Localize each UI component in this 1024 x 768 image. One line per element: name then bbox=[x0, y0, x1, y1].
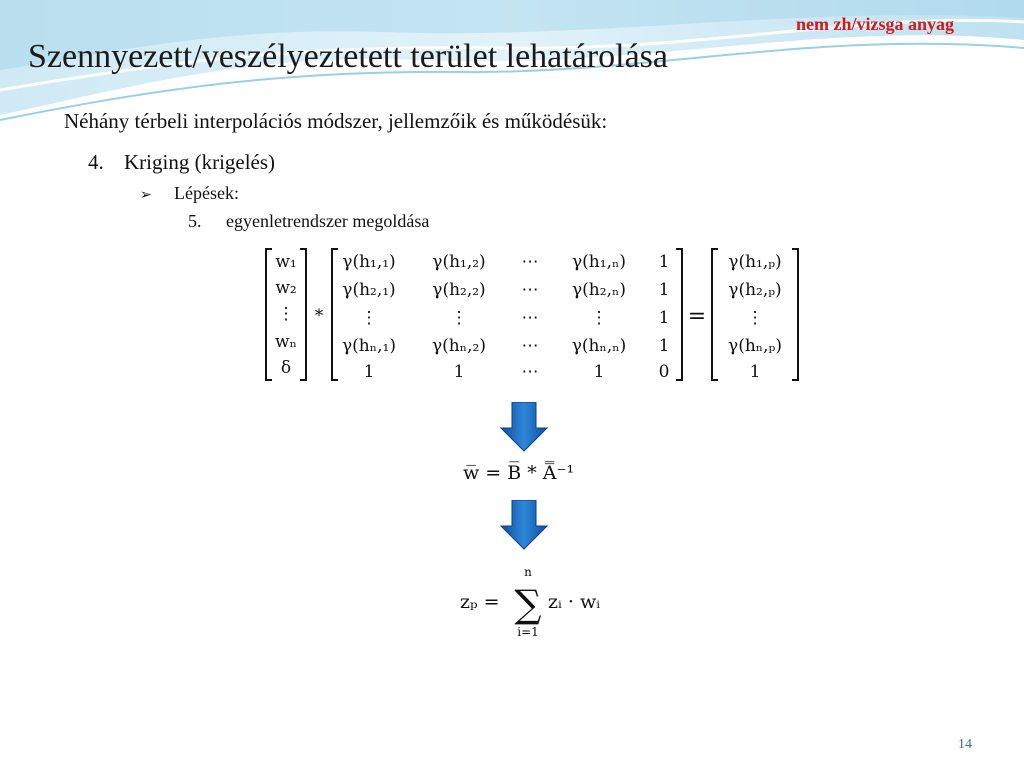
slide-title: Szennyezett/veszélyeztetett terület lehatárolása bbox=[28, 38, 668, 75]
down-arrow-icon bbox=[500, 500, 548, 550]
matrix-cell: γ(h₂,₁) bbox=[342, 280, 396, 300]
matrix-cell: 1 bbox=[453, 362, 465, 382]
step-item bbox=[188, 211, 429, 232]
matrix-cell: γ(hₙ,₁) bbox=[342, 336, 396, 356]
solution-equation: w̅ = B̅ * A̿⁻¹ bbox=[463, 462, 575, 484]
multiply-operator: * bbox=[314, 306, 324, 326]
matrix-cell: ⋮ bbox=[360, 308, 378, 328]
matrix-cell: 1 bbox=[658, 280, 670, 300]
rhs-vector-entry: γ(hₙ,ₚ) bbox=[728, 336, 782, 356]
w-vector-entry: ⋮ bbox=[277, 304, 295, 324]
matrix-cell: γ(h₁,₂) bbox=[432, 252, 486, 272]
matrix-cell: 0 bbox=[658, 362, 670, 382]
rhs-vector-entry: ⋮ bbox=[746, 308, 764, 328]
equals-operator: = bbox=[687, 304, 707, 329]
matrix-cell: γ(h₂,ₙ) bbox=[572, 280, 626, 300]
step-number: 5. bbox=[188, 211, 202, 231]
matrix-cell: ⋯ bbox=[521, 362, 539, 382]
matrix-cell: γ(hₙ,₂) bbox=[432, 336, 486, 356]
weighted-sum-equation bbox=[458, 562, 618, 642]
matrix-cell: ⋯ bbox=[521, 336, 539, 356]
step-label: egyenletrendszer megoldása bbox=[226, 211, 430, 231]
matrix-cell: 1 bbox=[593, 362, 605, 382]
list-item-number: 4. bbox=[88, 150, 104, 174]
down-arrow-icon bbox=[500, 402, 548, 452]
matrix-cell: ⋮ bbox=[450, 308, 468, 328]
rhs-vector-entry: 1 bbox=[749, 362, 761, 382]
matrix-cell: 1 bbox=[658, 336, 670, 356]
matrix-cell: 1 bbox=[658, 252, 670, 272]
sum-lhs: zₚ = bbox=[460, 591, 500, 613]
matrix-cell: ⋯ bbox=[521, 280, 539, 300]
rhs-vector-entry: γ(h₁,ₚ) bbox=[728, 252, 782, 272]
matrix-cell: ⋮ bbox=[590, 308, 608, 328]
w-vector-entry: δ bbox=[280, 358, 292, 378]
w-vector-entry: wₙ bbox=[275, 332, 297, 352]
matrix-cell: γ(h₁,ₙ) bbox=[572, 252, 626, 272]
matrix-cell: ⋯ bbox=[521, 308, 539, 328]
matrix-cell: γ(h₂,₂) bbox=[432, 280, 486, 300]
sub-list-label: Lépések: bbox=[174, 183, 239, 203]
sum-sigma-icon: ∑ bbox=[514, 582, 542, 626]
matrix-cell: 1 bbox=[658, 308, 670, 328]
matrix-cell: ⋯ bbox=[521, 252, 539, 272]
slide-subtitle: Néhány térbeli interpolációs módszer, jellemzőik és működésük: bbox=[64, 109, 608, 133]
w-vector-entry: w₂ bbox=[275, 278, 297, 298]
sub-list-item-steps bbox=[140, 183, 239, 204]
kriging-matrix-equation bbox=[262, 243, 807, 388]
w-vector-entry: w₁ bbox=[275, 252, 297, 272]
rhs-vector-entry: γ(h₂,ₚ) bbox=[728, 280, 782, 300]
exam-note-tag: nem zh/vizsga anyag bbox=[795, 14, 954, 34]
page-number: 14 bbox=[958, 737, 972, 752]
sum-term: zᵢ · wᵢ bbox=[548, 591, 601, 613]
sum-lower-limit: i=1 bbox=[517, 625, 539, 639]
list-item-label: Kriging (krigelés) bbox=[124, 150, 276, 174]
sum-upper-limit: n bbox=[524, 565, 532, 579]
list-item-kriging bbox=[88, 150, 275, 175]
matrix-cell: γ(h₁,₁) bbox=[342, 252, 396, 272]
matrix-cell: γ(hₙ,ₙ) bbox=[571, 336, 627, 356]
arrow-bullet-icon: ➢ bbox=[140, 188, 152, 203]
matrix-cell: 1 bbox=[363, 362, 375, 382]
